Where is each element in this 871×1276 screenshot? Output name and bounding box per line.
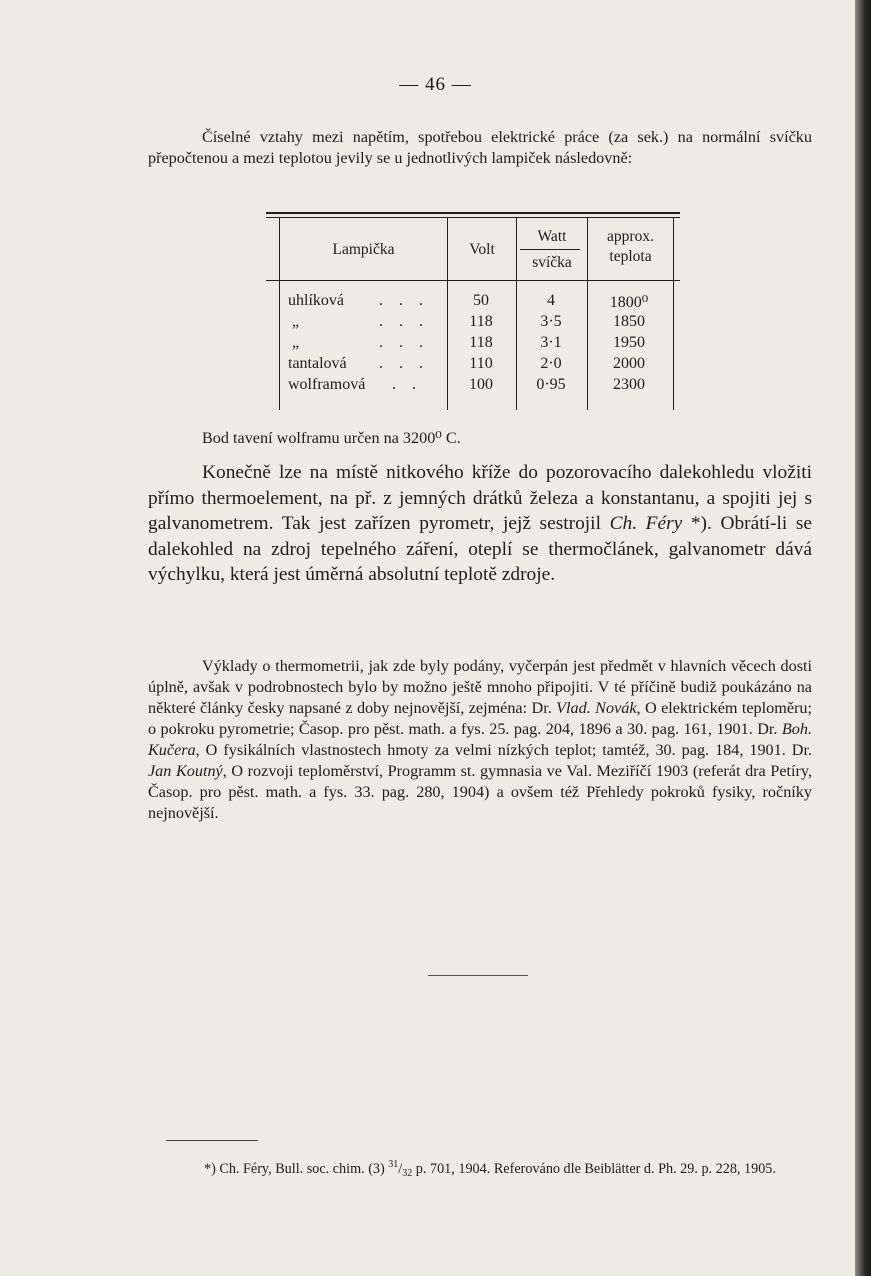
lamp-name: „ bbox=[292, 313, 300, 330]
leader-dots: . . bbox=[392, 376, 422, 393]
page-edge-shadow bbox=[855, 0, 871, 1276]
references-text-4: , O rozvoji teploměrství, Programm st. gymnasia ve Val. Meziříčí 1903 (referát dra Petíry, Časop. pro pěst. math. a fys. 33. pag. 280, 1904) a ovšem též Přehledy pokroků fysiky, ročníky nejnovější. bbox=[148, 762, 812, 822]
leader-dots: . . . bbox=[379, 292, 429, 309]
watt-fraction-bar bbox=[520, 249, 580, 250]
footnote-text-end: p. 701, 1904. Referováno dle Beiblätter d. Ph. 29. p. 228, 1905. bbox=[412, 1161, 776, 1177]
watt-value: 2·0 bbox=[540, 355, 562, 372]
table-row bbox=[266, 313, 680, 335]
footnote-text-start: *) Ch. Féry, Bull. soc. chim. (3) bbox=[204, 1161, 389, 1177]
watt-value: 3·5 bbox=[540, 313, 562, 330]
watt-value: 4 bbox=[547, 292, 555, 309]
table-top-rule-thin bbox=[266, 217, 680, 218]
watt-value: 0·95 bbox=[536, 376, 566, 393]
fery-name: Ch. Féry bbox=[609, 513, 683, 534]
temp-value: 1850 bbox=[613, 313, 645, 330]
references-text-1: Výklady o thermometrii, jak zde byly podány, vyčerpán jest předmět v hlavních věcech dosti úplně, avšak v podrobnostech bylo by možno ještě mnoho připojiti. V té příčině budiž poukázáno na některé články česky napsané z doby nejnovější, zejména: Dr. bbox=[148, 657, 812, 717]
volt-value: 118 bbox=[469, 334, 493, 351]
page-number: — 46 — bbox=[399, 74, 472, 95]
header-teplota: teplota bbox=[609, 248, 652, 265]
leader-dots: . . . bbox=[379, 313, 429, 330]
table-header-rule bbox=[266, 280, 680, 281]
melting-note: Bod tavení wolframu určen na 3200⁰ C. bbox=[202, 429, 461, 447]
main-text-end: *). Obrátí-li se dalekohled na zdroj tepelného záření, oteplí se thermočlánek, galvanometr dává výchylku, která jest úměrná absolutní teplotě zdroje. bbox=[148, 513, 812, 585]
lamp-table bbox=[266, 212, 680, 410]
table-row bbox=[266, 376, 680, 398]
section-divider bbox=[428, 975, 528, 976]
volt-value: 50 bbox=[473, 292, 489, 309]
leader-dots: . . . bbox=[379, 355, 429, 372]
lamp-name: uhlíková bbox=[288, 292, 344, 309]
references-text-2: , O elektrickém teploměru; o pokroku pyrometrie; Časop. pro pěst. math. a fys. 25. pag. 204, 1896 a 30. pag. 161, 1901. Dr. bbox=[148, 699, 812, 738]
lamp-name: „ bbox=[292, 334, 300, 351]
references-text-3: , O fysikálních vlastnostech hmoty za velmi nízkých teplot; tamtéž, 30. pag. 184, 1901. Dr. bbox=[195, 741, 812, 759]
volt-value: 118 bbox=[469, 313, 493, 330]
author-novak: Vlad. Novák bbox=[556, 699, 637, 717]
temp-value: 2300 bbox=[613, 376, 645, 393]
header-watt: Watt bbox=[537, 228, 567, 245]
table-top-rule bbox=[266, 212, 680, 214]
footnote-rule bbox=[166, 1140, 258, 1141]
watt-value: 3·1 bbox=[540, 334, 562, 351]
table-row bbox=[266, 292, 680, 314]
table-row bbox=[266, 355, 680, 377]
main-text-start: Konečně lze na místě nitkového kříže do pozorovacího dalekohledu vložiti přímo thermoelement, na př. z jemných drátků železa a konstantanu, a spojiti jej s galvanometrem. Tak jest zařízen pyrometr, jejž sestrojil bbox=[148, 462, 812, 534]
volt-value: 100 bbox=[469, 376, 493, 393]
author-kucera: Boh. Kučera bbox=[148, 720, 812, 759]
temp-value: 2000 bbox=[613, 355, 645, 372]
lamp-name: tantalová bbox=[288, 355, 347, 372]
header-volt: Volt bbox=[469, 241, 495, 258]
header-svicka: svíčka bbox=[532, 254, 572, 271]
leader-dots: . . . bbox=[379, 334, 429, 351]
footnote: *) Ch. Féry, Bull. soc. chim. (3) $^{31}/_{32}$ p. 701, 1904. Referováno dle Beiblätter d. Ph. 29. p. 228, 1905. bbox=[204, 1159, 776, 1179]
temp-value: 1950 bbox=[613, 334, 645, 351]
header-approx: approx. bbox=[607, 228, 654, 245]
header-lampicka: Lampička bbox=[332, 241, 395, 258]
main-paragraph bbox=[148, 460, 812, 588]
temp-value: 1800⁰ bbox=[609, 294, 649, 311]
fraction-denominator: 32 bbox=[402, 1168, 413, 1179]
volt-value: 110 bbox=[469, 355, 493, 372]
table-row bbox=[266, 334, 680, 356]
author-koutny: Jan Koutný bbox=[148, 762, 223, 780]
references-paragraph bbox=[148, 656, 812, 824]
lamp-name: wolframová bbox=[288, 376, 366, 393]
intro-paragraph: Číselné vztahy mezi napětím, spotřebou elektrické práce (za sek.) na normální svíčku přepočtenou a mezi teplotou jevily se u jednotlivých lampiček následovně: bbox=[148, 128, 812, 167]
fraction-numerator: 31 bbox=[388, 1159, 399, 1170]
